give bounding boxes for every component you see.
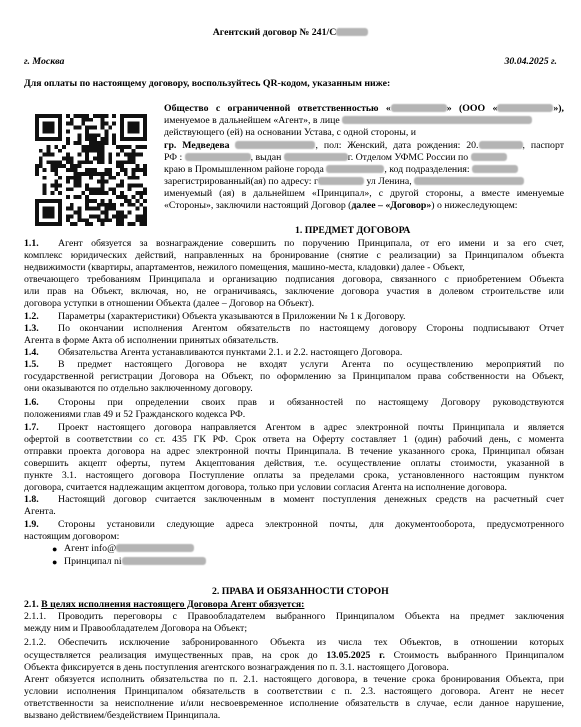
party-principal-address: зарегистрированный(ая) по адресу: г ул Ленина, xyxy=(164,176,564,188)
party-closing: «Стороны», заключили настоящий Договор (далее – «Договор») о нижеследующем: xyxy=(164,200,518,211)
clause-1-3: 1.3. По окончании исполнения Агентом обязательств по настоящему договору Стороны подписывают Отчет xyxy=(24,323,564,334)
closing-paragraph-line: условии исполнения Принципалом обязательств в соответствии с п. 2.3. настоящего договора. Агент не несет xyxy=(24,686,564,697)
clause-1-4: 1.4. Обязательства Агента устанавливаются пунктами 2.1. и 2.2. настоящего Договора. xyxy=(24,347,403,358)
clause-1-2: 1.2. Параметры (характеристики) Объекта указываются в Приложении № 1 к Договору. xyxy=(24,311,406,322)
clause-1-1-line: отвечающего требованиям Принципала и организацию подписания договора, связанного с приобретением Объекта xyxy=(24,274,564,285)
clause-1-3-line: Агента в форме Акта об исполнении принятых обязательств. xyxy=(24,335,279,346)
party-principal-role: именуемый (ая) в дальнейшем «Принципал», с другой стороны, а вместе именуемые xyxy=(164,188,564,199)
document-title: Агентский договор № 241/С xyxy=(0,27,581,39)
clause-1-1-line: недвижимости (квартиры, апартаментов, нежилого помещения, машино-места, кладовки) далее - Объект, xyxy=(24,262,465,273)
party-agent-basis: действующего (ей) на основании Устава, с одной стороны, и xyxy=(164,127,416,138)
section1-title: 1. ПРЕДМЕТ ДОГОВОРА xyxy=(295,225,411,236)
clause-1-1-line: договора уступки в отношении Объекта (далее – Договор на Объект). xyxy=(24,298,315,309)
clause-1-7-line: офертой в соответствии со ст. 435 ГК РФ. Срок ответа на Оферту составляет 1 (один) рабочий день, с момента xyxy=(24,434,564,445)
email-principal: Принципал ni xyxy=(64,556,206,568)
clause-1-7: 1.7. Проект настоящего договора направляется Агентом в адрес электронной почты Принципала и является xyxy=(24,422,564,433)
clause-1-6: 1.6. Стороны при определении своих прав и обязанностей по настоящему Договору руководствуются xyxy=(24,397,564,408)
clause-1-8: 1.8. Настоящий договор считается заключенным в момент поступления денежных средств на расчетный счет xyxy=(24,494,564,505)
clause-1-6-line: положениями глав 49 и 52 Гражданского кодекса РФ. xyxy=(24,409,246,420)
clause-1-1-line: комплекс юридических действий, направленных на бронирование (снятие с реализации) за Принципалом объекта xyxy=(24,250,564,261)
clause-1-7-line: отправки проекта договора на адрес электронной почты Принципала. В течение указанного срока, Принципал обязан xyxy=(24,446,564,457)
qr-instruction: Для оплаты по настоящему договору, воспользуйтесь QR-кодом, указанным ниже: xyxy=(24,78,391,89)
redacted-block xyxy=(336,28,368,36)
payment-qr-code xyxy=(35,114,147,226)
clause-2-1-2-line: осуществляется реализация имущественных прав, на срок до 13.05.2025 г. Стоимость выбранного Принципалом xyxy=(24,650,564,661)
clause-2-1-1-line: между ним и Правообладателем Договора на Объект; xyxy=(24,623,248,634)
clause-1-7-line: договора, считается надлежащим акцептом договора, только при условии согласия Агента на исполнение договора. xyxy=(24,482,507,493)
clause-1-7-line: пункте 3.1. настоящего договора Поступление оплаты за пределами срока, установленного настоящим пунктом xyxy=(24,470,564,481)
closing-paragraph-line: Агент обязуется исполнить обязательства по п. 2.1. настоящего договора, в течение срока бронирования Объекта, при xyxy=(24,674,564,685)
clause-1-1-line: или прав на Объект, включая, но, не ограничиваясь, заключение договора участия в долевом строительстве или xyxy=(24,286,564,297)
clause-1-5-line: государственной регистрации Договора на Объект, по оформлению за Принципалом права собственности на Объект, xyxy=(24,371,564,382)
clause-2-1-2: 2.1.2. Обеспечить исключение забронированного Объекта из числа тех Объектов, в отношении которых xyxy=(24,637,564,648)
party-principal-name: гр. Медведева , пол: Женский, дата рождения: 20. , паспорт xyxy=(164,140,564,151)
clause-2-1-2-line: Объекта фиксируется в день поступления агентского вознаграждения по п. 3.1. настоящего Договора. xyxy=(24,662,449,673)
clause-1-9-line: настоящим договором: xyxy=(24,531,120,542)
bullet-icon: ● xyxy=(52,557,58,567)
clause-1-1: 1.1. Агент обязуется за вознаграждение совершить по поручению Принципала, от его имени и за его счет, xyxy=(24,238,564,249)
bullet-icon: ● xyxy=(52,544,58,554)
clause-2-1: 2.1. В целях исполнения настоящего Договора Агент обязуется: xyxy=(24,599,305,610)
city: г. Москва xyxy=(24,56,65,67)
section2-title: 2. ПРАВА И ОБЯЗАННОСТИ СТОРОН xyxy=(212,586,389,597)
party-principal-passport: РФ : , выдан г. Отделом УФМС России по xyxy=(164,152,564,164)
clause-2-1-1: 2.1.1. Проводить переговоры с Правообладателем выбранного Принципалом Объекта на предмет заключения xyxy=(24,611,564,622)
document-date: 30.04.2025 г. xyxy=(504,56,557,67)
party-agent-line: Общество с ограниченной ответственностью « » (ООО « »), xyxy=(164,103,564,114)
clause-1-5-line: они оказываются по отдельно заключенному договору. xyxy=(24,383,253,394)
closing-paragraph-line: ответственности за неисполнение и/или несвоевременное исполнение обязательств в случае, если данное нарушение, xyxy=(24,698,564,709)
email-agent: Агент info@ xyxy=(64,543,194,555)
clause-1-5: 1.5. В предмет настоящего Договора не входят услуги Агента по осуществлению мероприятий по xyxy=(24,359,564,370)
party-principal-issuer: краю в Промышленном районе города , код подразделения: xyxy=(164,164,564,176)
clause-1-7-line: совершить акцепт оферты, путем Акцептования действия, т.е. осуществление оплаты стоимости, указанной в xyxy=(24,458,564,469)
party-agent-rep: именуемое в дальнейшем «Агент», в лице xyxy=(164,115,564,127)
closing-paragraph-line: вызвано действием/бездействием Принципала. xyxy=(24,710,221,721)
clause-1-9: 1.9. Стороны установили следующие адреса электронной почты, для документооборота, предусмотренного xyxy=(24,519,564,530)
clause-1-8-line: Агента. xyxy=(24,506,56,517)
